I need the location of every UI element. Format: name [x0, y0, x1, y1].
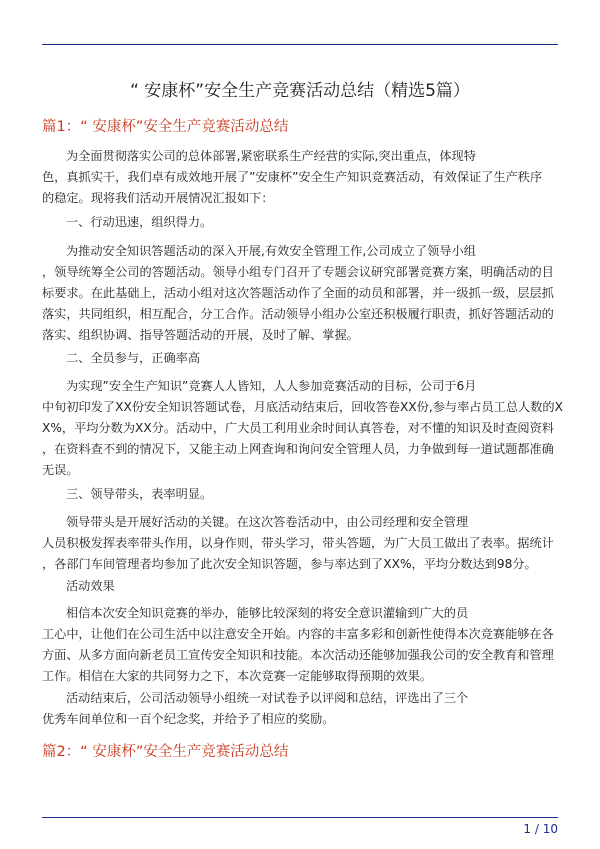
text-line: 三、领导带头，表率明显。 [66, 487, 213, 501]
text-line: 活动效果 [66, 579, 115, 593]
page-indicator: 1 / 10 [523, 822, 558, 836]
text-line: 二、全员参与，正确率高 [66, 351, 201, 365]
text-line: 为推动安全知识答题活动的深入开展,有效安全管理工作,公司成立了领导小组 [66, 244, 476, 258]
text-line: ，各部门车间管理者均参加了此次安全知识答题，参与率达到了XX%，平均分数达到98分。 [42, 557, 537, 571]
text-line: 为全面贯彻落实公司的总体部署,紧密联系生产经营的实际,突出重点，体现特 [66, 149, 476, 163]
text-line: 领导带头是开展好活动的关键。在这次答卷活动中，由公司经理和安全管理 [66, 515, 469, 529]
text-line: 中旬初印发了XX份安全知识答题试卷，月底活动结束后，回收答卷XX份,参与率占员工总人数的X [42, 400, 563, 414]
text-line: 的稳定。现将我们活动开展情况汇报如下： [42, 191, 274, 205]
text-line: 落实，共同组织，相互配合，分工合作。活动领导小组办公室还积极履行职责，抓好答题活动的 [42, 307, 554, 321]
text-line: ，领导统筹全公司的答题活动。领导小组专门召开了专题会议研究部署竞赛方案，明确活动的目 [42, 265, 554, 279]
section-heading-2: 篇2：“ 安康杯”安全生产竞赛活动总结 [42, 744, 289, 760]
text-line: 活动结束后，公司活动领导小组统一对试卷予以评阅和总结，评选出了三个 [66, 691, 469, 705]
paragraph [42, 512, 558, 575]
document-title: “ 安康杯”安全生产竞赛活动总结（精选5篇） [130, 81, 470, 101]
text-line: 标要求。在此基础上，活动小组对这次答题活动作了全面的动员和部署，并一级抓一级，层层抓 [42, 286, 554, 300]
text-line: 优秀车间单位和一百个纪念奖，并给予了相应的奖励。 [42, 712, 335, 726]
text-line: 人员积极发挥表率带头作用，以身作则，带头学习，带头答题，为广大员工做出了表率。据统计 [42, 536, 554, 550]
text-line: ，在资料查不到的情况下，又能主动上网查询和询问安全管理人员，力争做到每一道试题都准确 [42, 442, 554, 456]
text-line: 为实现”安全生产知识”竞赛人人皆知，人人参加竞赛活动的目标，公司于6月 [66, 379, 477, 393]
text-line: 色，真抓实干，我们卓有成效地开展了”安康杯”安全生产知识竞赛活动，有效保证了生产秩序 [42, 170, 543, 184]
subheading [42, 348, 558, 369]
paragraph [42, 146, 558, 209]
subheading [42, 484, 558, 505]
text-line: X%，平均分数为XX分。活动中，广大员工利用业余时间认真答卷，对不懂的知识及时查阅资料 [42, 421, 554, 435]
section-heading-1: 篇1：“ 安康杯”安全生产竞赛活动总结 [42, 119, 289, 135]
text-line: 一、行动迅速，组织得力。 [66, 215, 213, 229]
subheading [42, 212, 558, 233]
subheading [42, 576, 558, 597]
paragraph [42, 241, 558, 346]
text-line: 工作。相信在大家的共同努力之下，本次竞赛一定能够取得预期的效果。 [42, 669, 432, 683]
footer-rule [42, 817, 558, 818]
text-line: 方面、从多方面向新老员工宣传安全知识和技能。本次活动还能够加强我公司的安全教育和管理 [42, 648, 554, 662]
paragraph [42, 376, 563, 481]
text-line: 相信本次安全知识竞赛的举办，能够比较深刻的将安全意识灌输到广大的员 [66, 606, 469, 620]
paragraph [42, 688, 558, 730]
header-rule [42, 44, 558, 45]
text-line: 落实、组织协调、指导答题活动的开展，及时了解、掌握。 [42, 328, 359, 342]
text-line: 无误。 [42, 463, 79, 477]
paragraph [42, 603, 558, 687]
text-line: 工心中，让他们在公司生活中以注意安全开始。内容的丰富多彩和创新性使得本次竞赛能够在各 [42, 627, 554, 641]
